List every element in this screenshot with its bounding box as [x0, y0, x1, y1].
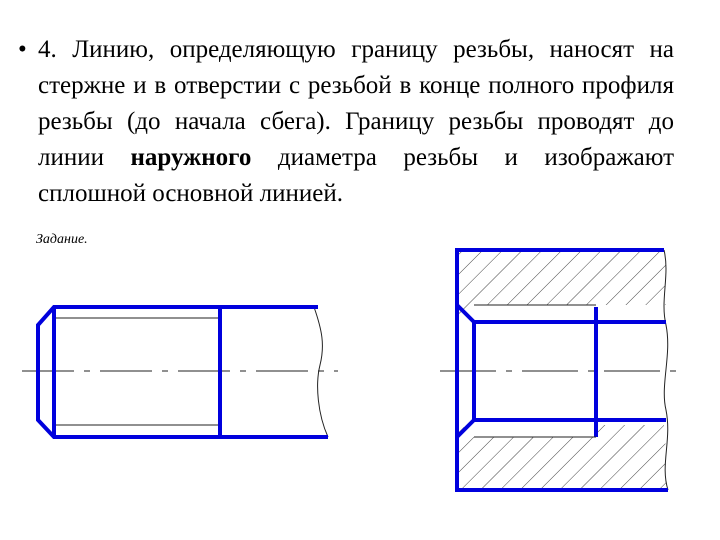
rod-outline [38, 307, 328, 437]
rod-break-line [314, 307, 328, 437]
paragraph-text-part1: Линию, определяющую границу резьбы, наносят на стержне и в отверстии с резьбой в конце полного профиля резьбы (до начала сбега). Границу резьбы проводят до линии [38, 36, 674, 171]
bold-word: наружного [130, 144, 252, 171]
task-label: Задание. [36, 232, 88, 247]
item-number: 4. [38, 36, 57, 63]
threaded-hole-drawing [440, 250, 684, 490]
threaded-rod-drawing [22, 307, 338, 437]
bullet-point: • [18, 36, 27, 63]
hole-hatch-bottom [457, 420, 668, 490]
hole-hatch-top [457, 250, 666, 322]
paragraph-text-part2: диаметра резьбы и изображают сплошной основной линией. [38, 144, 674, 207]
